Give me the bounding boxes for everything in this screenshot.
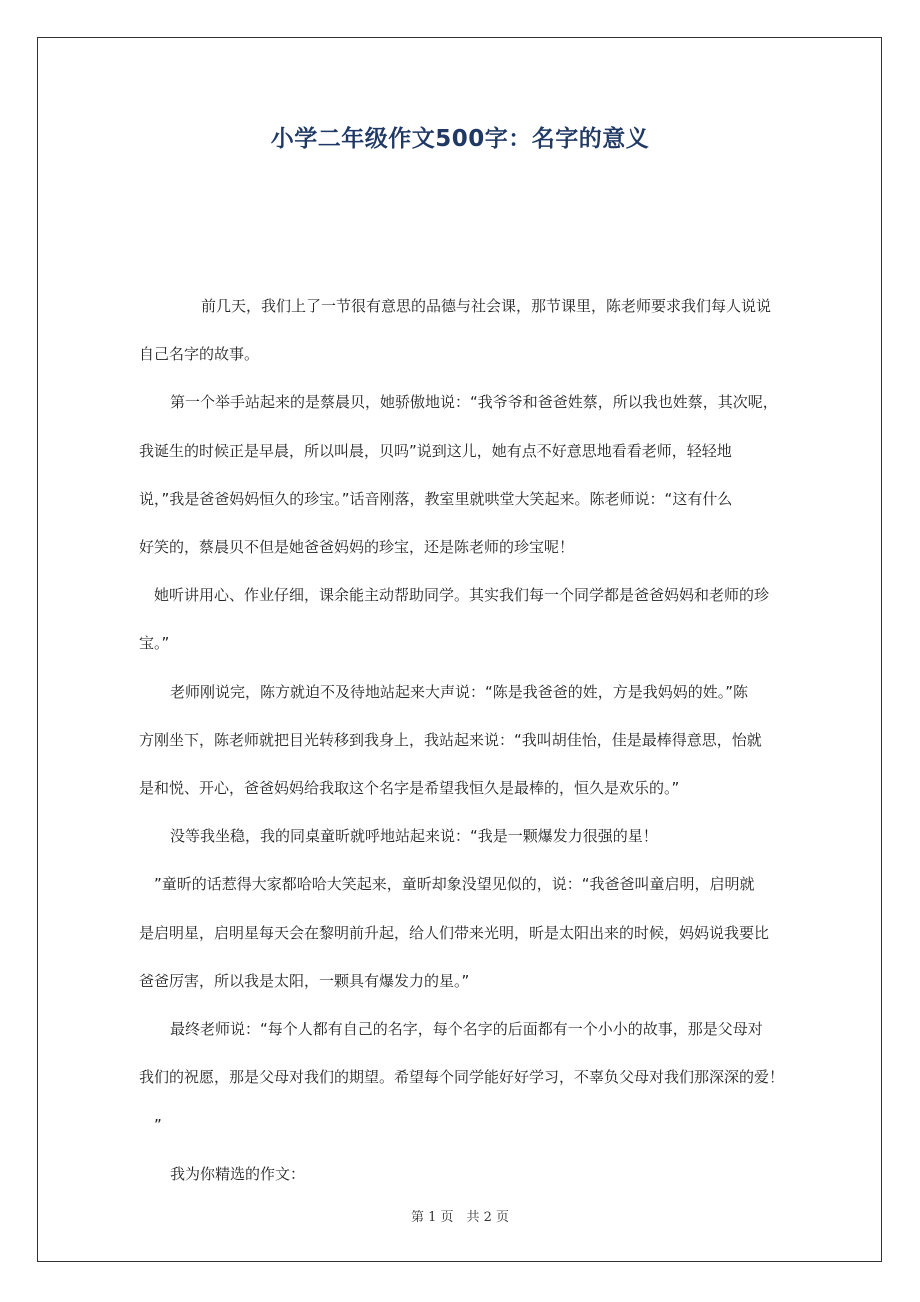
paragraph-line: 说，”我是爸爸妈妈恒久的珍宝。”话音刚落，教室里就哄堂大笑起来。陈老师说：“这有什么 — [139, 490, 733, 508]
paragraph-line: ” — [154, 1116, 162, 1134]
paragraph-line: 我诞生的时候正是早晨，所以叫晨，贝吗”说到这儿，她有点不好意思地看看老师，轻轻地 — [139, 442, 732, 460]
paragraph-line: 方刚坐下，陈老师就把目光转移到我身上，我站起来说：“我叫胡佳怡，佳是最棒得意思，怡就 — [139, 731, 762, 749]
paragraph-line: 最终老师说：“每个人都有自己的名字，每个名字的后面都有一个小小的故事，那是父母对 — [170, 1020, 763, 1038]
paragraph-line: 前几天，我们上了一节很有意思的品德与社会课，那节课里，陈老师要求我们每人说说 — [201, 297, 772, 315]
paragraph-line: ”童昕的话惹得大家都哈哈大笑起来，童昕却象没望见似的，说：“我爸爸叫童启明，启明就 — [154, 875, 755, 893]
paragraph-line: 是启明星，启明星每天会在黎明前升起，给人们带来光明，昕是太阳出来的时候，妈妈说我要比 — [139, 924, 770, 942]
paragraph-line: 自己名字的故事。 — [139, 345, 260, 363]
paragraph-line: 我为你精选的作文： — [170, 1165, 306, 1183]
paragraph-line: 爸爸厉害，所以我是太阳，一颗具有爆发力的星。” — [139, 972, 470, 990]
paragraph-line: 我们的祝愿，那是父母对我们的期望。希望每个同学能好好学习，不辜负父母对我们那深深的爱！ — [139, 1068, 784, 1086]
paragraph-line: 是和悦、开心，爸爸妈妈给我取这个名字是希望我恒久是最棒的，恒久是欢乐的。” — [139, 779, 680, 797]
page-number-footer: 第 1 页 共 2 页 — [410, 1210, 510, 1225]
paragraph-line: 第一个举手站起来的是蔡晨贝，她骄傲地说：“我爷爷和爸爸姓蔡，所以我也姓蔡，其次呢， — [170, 393, 778, 411]
paragraph-line: 没等我坐稳，我的同桌童昕就呼地站起来说：“我是一颗爆发力很强的星！ — [170, 827, 658, 845]
paragraph-line: 她听讲用心、作业仔细，课余能主动帮助同学。其实我们每一个同学都是爸爸妈妈和老师的珍 — [154, 586, 770, 604]
paragraph-line: 宝。” — [139, 634, 170, 652]
paragraph-line: 好笑的，蔡晨贝不但是她爸爸妈妈的珍宝，还是陈老师的珍宝呢！ — [139, 538, 575, 556]
paragraph-line: 老师刚说完，陈方就迫不及待地站起来大声说：“陈是我爸爸的姓，方是我妈妈的姓。”陈 — [170, 683, 749, 701]
document-title: 小学二年级作文500字：名字的意义 — [270, 126, 650, 152]
